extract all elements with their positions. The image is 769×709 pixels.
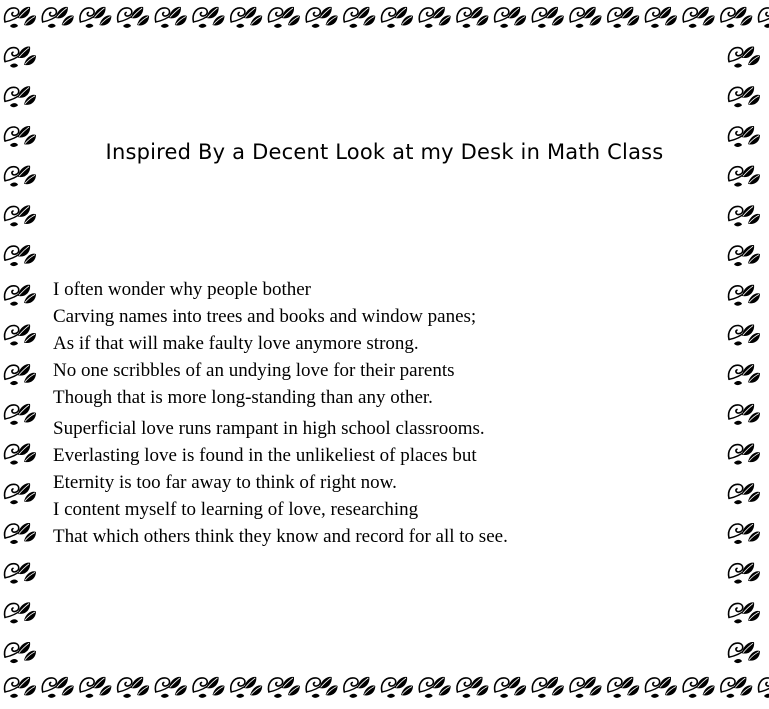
vine-leaf-icon [5,324,36,345]
vine-leaf-icon [532,677,563,698]
vine-leaf-icon [306,7,337,28]
vine-leaf-icon [729,47,760,68]
vine-leaf-icon [344,7,375,28]
vine-leaf-icon [729,523,760,544]
vine-leaf-icon [759,677,769,698]
vine-leaf-icon [5,602,36,623]
vine-leaf-icon [729,642,760,663]
vine-leaf-icon [729,563,760,584]
vine-leaf-icon [532,7,563,28]
vine-leaf-icon [570,7,601,28]
vine-leaf-icon [608,677,639,698]
vine-leaf-icon [5,205,36,226]
vine-leaf-icon [495,677,526,698]
vine-leaf-icon [721,677,752,698]
vine-leaf-icon [729,404,760,425]
vine-leaf-icon [344,677,375,698]
vine-leaf-icon [645,677,676,698]
poem-line: Everlasting love is found in the unlikeliest of places but [53,445,477,466]
vine-leaf-icon [231,7,262,28]
vine-leaf-icon [419,7,450,28]
vine-leaf-icon [5,166,36,187]
vine-leaf-icon [5,483,36,504]
vine-leaf-icon [118,677,149,698]
poem-line: Eternity is too far away to think of right now. [53,472,397,493]
vine-leaf-icon [729,285,760,306]
vine-leaf-icon [645,7,676,28]
vine-leaf-icon [5,364,36,385]
vine-leaf-icon [306,677,337,698]
vine-leaf-icon [5,86,36,107]
vine-leaf-icon [193,7,224,28]
vine-leaf-icon [759,7,769,28]
vine-leaf-icon [268,677,299,698]
vine-leaf-icon [42,677,73,698]
vine-leaf-icon [155,677,186,698]
vine-leaf-icon [457,677,488,698]
poem-line: No one scribbles of an undying love for their parents [53,360,455,381]
poem-title: Inspired By a Decent Look at my Desk in Math Class [105,140,664,164]
vine-leaf-icon [382,7,413,28]
vine-leaf-icon [729,324,760,345]
poem-line: Though that is more long-standing than any other. [53,387,433,408]
poem-line: As if that will make faulty love anymore strong. [53,333,419,354]
vine-leaf-icon [729,86,760,107]
poem-line: Carving names into trees and books and window panes; [53,306,477,327]
vine-leaf-icon [5,563,36,584]
vine-leaf-icon [729,602,760,623]
vine-leaf-icon [729,166,760,187]
vine-leaf-icon [608,7,639,28]
poem-line: I content myself to learning of love, researching [53,499,419,520]
vine-leaf-icon [5,47,36,68]
vine-leaf-icon [729,483,760,504]
vine-leaf-icon [193,677,224,698]
vine-leaf-icon [729,245,760,266]
vine-leaf-icon [5,245,36,266]
vine-leaf-icon [118,7,149,28]
vine-leaf-icon [495,7,526,28]
poem-line: That which others think they know and record for all to see. [53,526,508,547]
poem-line: Superficial love runs rampant in high school classrooms. [53,418,485,439]
vine-leaf-icon [683,7,714,28]
vine-leaf-icon [5,444,36,465]
vine-leaf-icon [457,7,488,28]
vine-leaf-icon [5,7,36,28]
poem-body [53,276,713,550]
vine-leaf-icon [729,444,760,465]
vine-leaf-icon [80,677,111,698]
vine-leaf-icon [382,677,413,698]
vine-leaf-icon [729,205,760,226]
poem-line: I often wonder why people bother [53,279,312,300]
vine-leaf-icon [5,523,36,544]
vine-leaf-icon [570,677,601,698]
vine-leaf-icon [5,642,36,663]
vine-leaf-icon [80,7,111,28]
vine-leaf-icon [5,404,36,425]
vine-leaf-icon [231,677,262,698]
vine-leaf-icon [721,7,752,28]
vine-leaf-icon [155,7,186,28]
vine-leaf-icon [5,285,36,306]
vine-leaf-icon [42,7,73,28]
vine-leaf-icon [419,677,450,698]
vine-leaf-icon [5,677,36,698]
vine-leaf-icon [729,364,760,385]
vine-leaf-icon [268,7,299,28]
vine-leaf-icon [683,677,714,698]
